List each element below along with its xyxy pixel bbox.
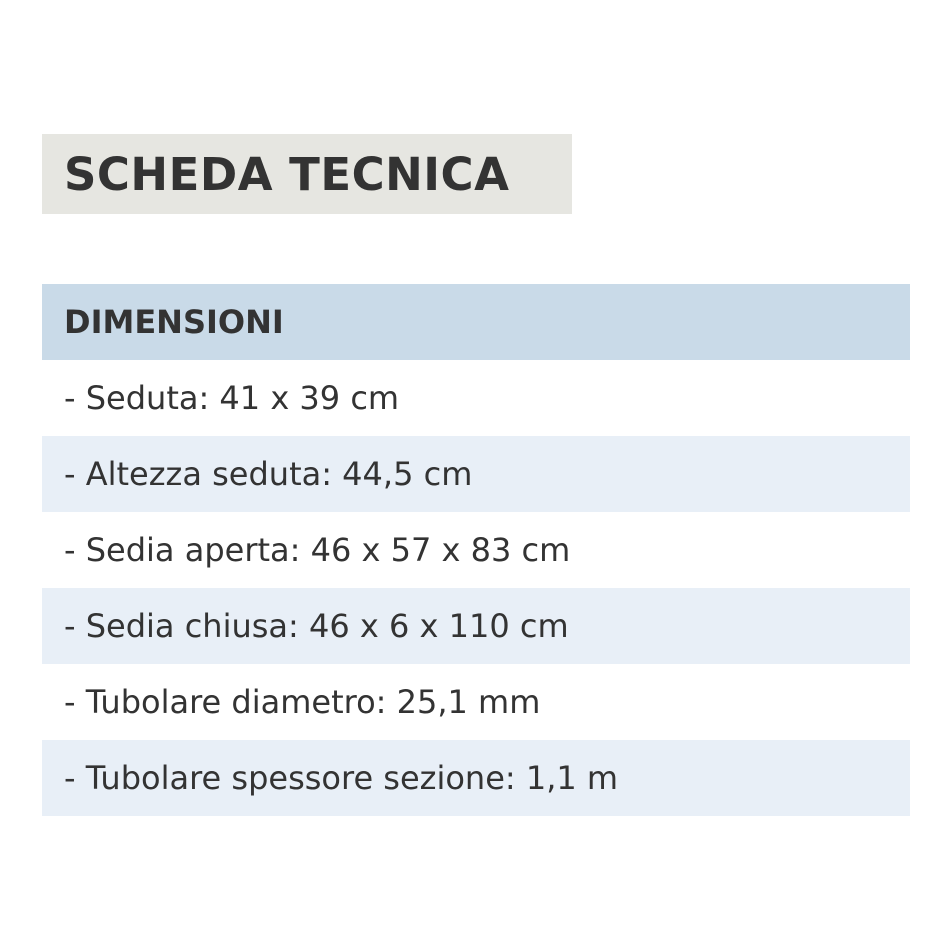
spec-row-text: - Tubolare spessore sezione: 1,1 m (64, 759, 619, 797)
spec-row-text: - Tubolare diametro: 25,1 mm (64, 683, 541, 721)
spec-row-sedia-chiusa (42, 588, 910, 664)
spec-row-seduta (42, 360, 910, 436)
spec-table (42, 284, 910, 816)
spec-row-sedia-aperta (42, 512, 910, 588)
page-title: SCHEDA TECNICA (64, 147, 510, 201)
spec-row-text: - Sedia aperta: 46 x 57 x 83 cm (64, 531, 571, 569)
spec-row-text: - Sedia chiusa: 46 x 6 x 110 cm (64, 607, 569, 645)
section-heading: DIMENSIONI (64, 303, 284, 341)
spec-row-text: - Seduta: 41 x 39 cm (64, 379, 400, 417)
spec-row-altezza-seduta (42, 436, 910, 512)
spec-row-tubolare-diametro (42, 664, 910, 740)
section-header (42, 284, 910, 360)
spec-row-tubolare-spessore (42, 740, 910, 816)
spec-row-text: - Altezza seduta: 44,5 cm (64, 455, 473, 493)
page-title-box (42, 134, 572, 214)
